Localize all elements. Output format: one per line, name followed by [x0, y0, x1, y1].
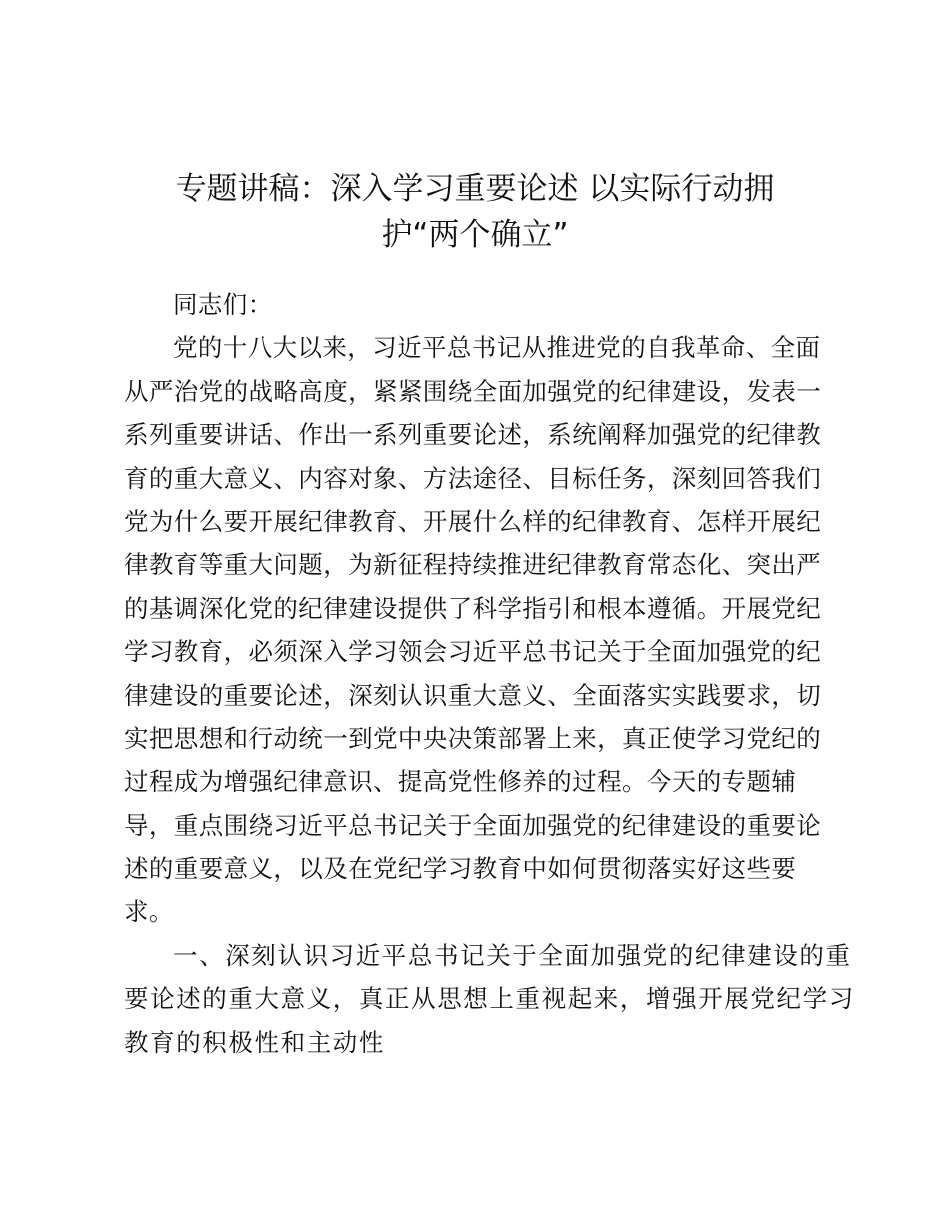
paragraph-line: 过程成为增强纪律意识、提高党性修养的过程。今天的专题辅 — [124, 767, 797, 797]
salutation: 同志们： — [173, 290, 273, 319]
title-line: 专题讲稿：深入学习重要论述 以实际行动拥 — [175, 171, 775, 207]
paragraph-line: 律教育等重大问题，为新征程持续推进纪律教育常态化、突出严 — [124, 550, 822, 580]
paragraph-line: 求。 — [124, 897, 174, 927]
paragraph-line: 学习教育，必须深入学习领会习近平总书记关于全面加强党的纪 — [124, 637, 822, 667]
document-body — [124, 283, 855, 1064]
title-line: 护“两个确立” — [381, 217, 569, 253]
paragraph-line: 导，重点围绕习近平总书记关于全面加强党的纪律建设的重要论 — [124, 810, 822, 840]
heading-line: 一、深刻认识习近平总书记关于全面加强党的纪律建设的重 — [173, 940, 852, 970]
section-heading-1 — [124, 934, 855, 1064]
heading-line: 要论述的重大意义，真正从思想上重视起来，增强开展党纪学习 — [124, 984, 855, 1014]
paragraph-1 — [124, 326, 820, 933]
paragraph-line: 律建设的重要论述，深刻认识重大意义、全面落实实践要求，切 — [124, 680, 822, 710]
heading-line: 教育的积极性和主动性 — [124, 1027, 385, 1057]
paragraph-line: 的基调深化党的纪律建设提供了科学指引和根本遵循。开展党纪 — [124, 593, 822, 623]
paragraph-line: 系列重要讲话、作出一系列重要论述，系统阐释加强党的纪律教 — [124, 420, 822, 450]
paragraph-line: 述的重要意义，以及在党纪学习教育中如何贯彻落实好这些要 — [124, 854, 797, 884]
paragraph-line: 从严治党的战略高度，紧紧围绕全面加强党的纪律建设，发表一 — [124, 376, 822, 406]
paragraph-line: 党为什么要开展纪律教育、开展什么样的纪律教育、怎样开展纪 — [124, 506, 822, 536]
paragraph-line: 党的十八大以来，习近平总书记从推进党的自我革命、全面 — [173, 333, 821, 363]
paragraph-line: 实把思想和行动统一到党中央决策部署上来，真正使学习党纪的 — [124, 723, 822, 753]
document-title — [120, 166, 830, 258]
paragraph-line: 育的重大意义、内容对象、方法途径、目标任务，深刻回答我们 — [124, 463, 822, 493]
